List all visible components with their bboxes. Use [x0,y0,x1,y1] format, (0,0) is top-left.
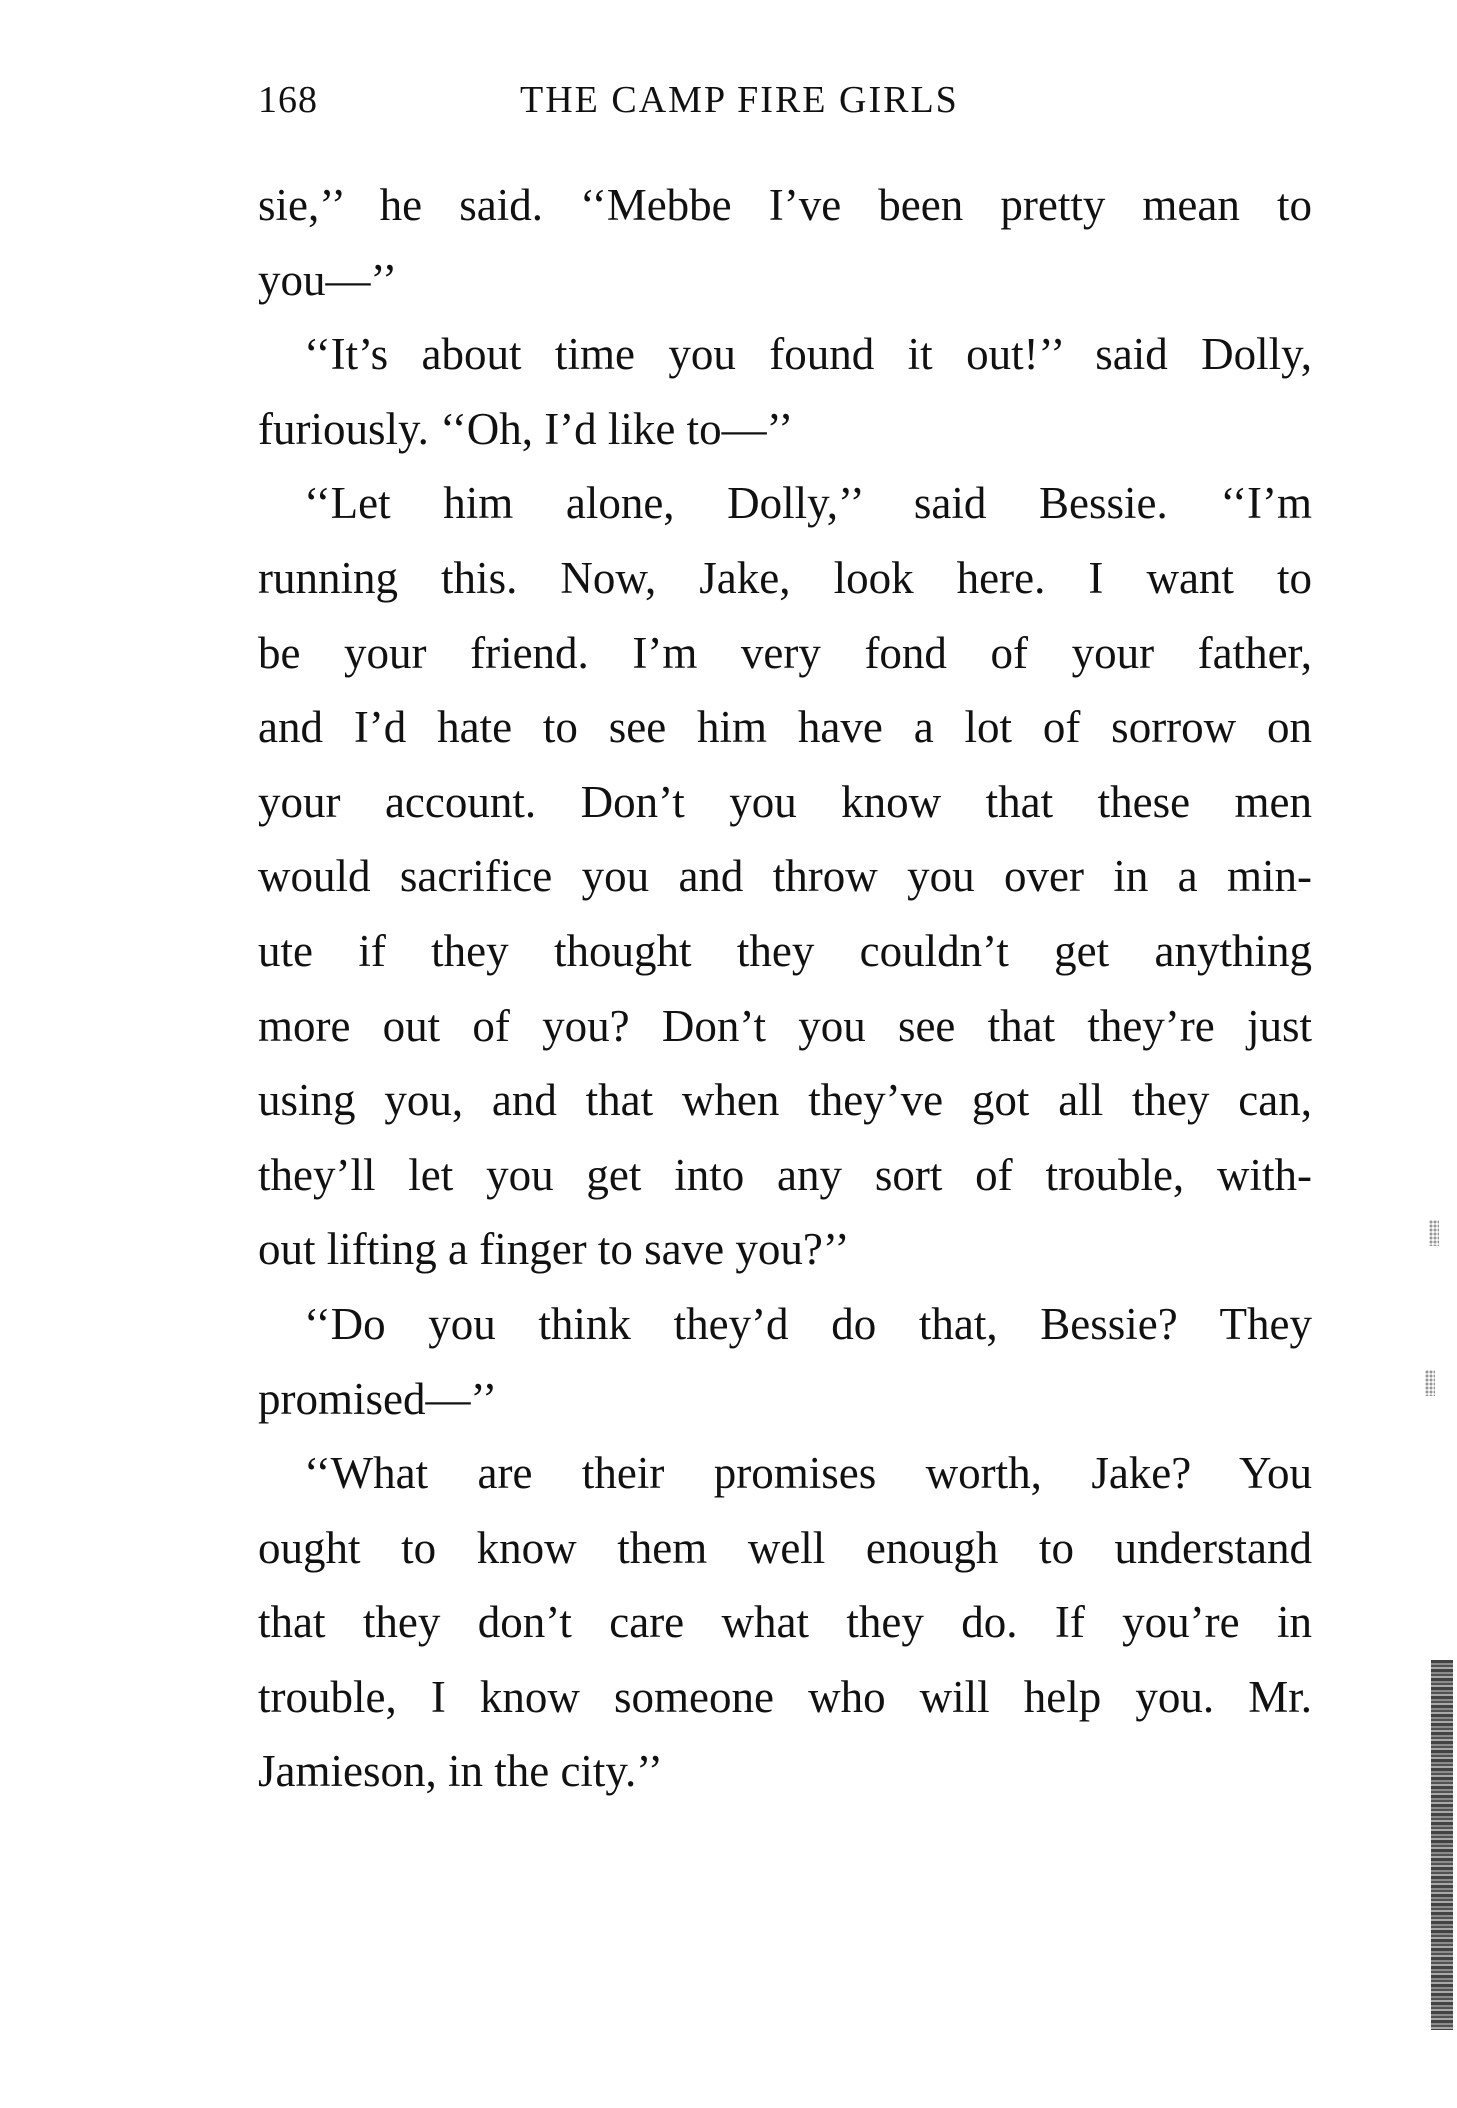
text-line: ‘‘Let him alone, Dolly,’’ said Bessie. ‘‘I’m [304,478,1312,529]
body-text [258,168,1312,1809]
page-header [258,70,1312,130]
text-line: out lifting a finger to save you?’’ [258,1224,850,1275]
text-line: ‘‘Do you think they’d do that, Bessie? They [304,1298,1312,1349]
text-line: you—’’ [258,254,398,305]
text-line: furiously. ‘‘Oh, I’d like to—’’ [258,403,794,454]
text-line: using you, and that when they’ve got all they can, [258,1075,1312,1126]
text-line: running this. Now, Jake, look here. I want to [258,552,1312,603]
text-line: that they don’t care what they do. If you’re in [258,1597,1312,1648]
text-line: ‘‘It’s about time you found it out!’’ said Dolly, [304,329,1312,380]
text-line: trouble, I know someone who will help you. Mr. [258,1671,1312,1722]
text-line: ‘‘What are their promises worth, Jake? You [304,1448,1312,1499]
text-line: ute if they thought they couldn’t get anything [258,925,1312,976]
page-number: 168 [258,79,318,121]
text-line: and I’d hate to see him have a lot of sorrow on [258,702,1312,753]
text-line: sie,’’ he said. ‘‘Mebbe I’ve been pretty mean to [258,180,1312,230]
text-line: Jamieson, in the city.’’ [258,1746,663,1797]
scan-speck [1429,1220,1439,1246]
text-line: ought to know them well enough to understand [258,1522,1312,1573]
text-line: promised—’’ [258,1373,498,1424]
running-title: THE CAMP FIRE GIRLS [520,79,959,121]
text-line: they’ll let you get into any sort of trouble, with- [258,1149,1312,1200]
scan-edge-mark [1431,1660,1453,2030]
text-line: would sacrifice you and throw you over in a min- [258,851,1312,902]
text-line: more out of you? Don’t you see that they’re just [258,1000,1312,1051]
scan-speck [1425,1370,1435,1396]
text-line: your account. Don’t you know that these men [258,776,1312,827]
text-line: be your friend. I’m very fond of your father, [258,627,1312,678]
